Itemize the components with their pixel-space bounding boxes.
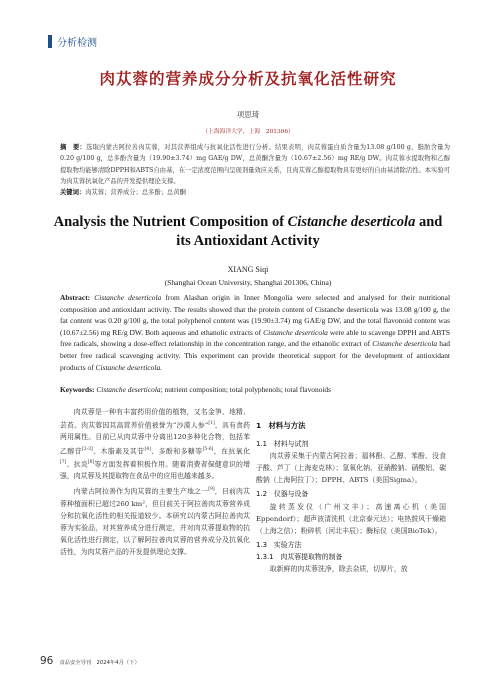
materials-paragraph: 肉苁蓉采集于内蒙古阿拉善；福林酚、乙醇、苯酚、没食子酸、芦丁（上海麦克林）；氢氧化钠、亚硝酸钠、硝酸铝、碳酸钠（上海阿拉丁）；DPPH、ABTS（美国Sigma）。: [256, 452, 446, 485]
body-right-column: [256, 406, 446, 577]
en-title-part: Analysis the Nutrient Composition of: [53, 214, 288, 230]
column-spacer: [256, 406, 446, 420]
cn-keywords: [60, 187, 450, 196]
body-left-column: [60, 406, 250, 560]
en-abstract-text: had better free radical scavenging activity. This experiment can provide theoretical support for the development of antioxidant products of: [60, 339, 450, 372]
en-affiliation: (Shanghai Ocean University, Shanghai 201306, China): [164, 278, 332, 287]
citation: [5-6]: [202, 446, 214, 452]
cn-abstract-text: 选取内蒙古阿拉善肉苁蓉，对其营养组成与抗氧化活性进行分析。结果表明，肉苁蓉蛋白质含量为13.08 g/100 g，脂肪含量为0.20 g/100 g，总多酚含量为（19.90±3.74）mg GAE/g DW，总黄酮含量为（10.67±2.56）mg RE/g DW。肉苁蓉水提取物和乙醇提取物均能够清除DPPH和ABTS自由基，在一定浓度范围内呈现剂量效应关系，且肉苁蓉乙醇提取物具有更好的自由基清除活性。本实验可为肉苁蓉抗氧化产品的开发提供理论支撑。: [60, 144, 450, 185]
section-label: 分析检测: [57, 37, 97, 49]
subsection-heading: 1.3 实验方法: [256, 540, 302, 549]
section-tag: [48, 34, 97, 48]
section-heading: 1 材料与方法: [256, 421, 306, 430]
cn-abstract-label: 摘 要：: [60, 144, 87, 151]
subsection-heading: 1.1 材料与试剂: [256, 440, 309, 449]
journal-name: 食品安全导刊 2024年4月（下）: [59, 660, 140, 666]
en-abstract-species: Cistanche deserticola: [263, 327, 328, 337]
citation: [8]: [87, 459, 95, 465]
en-keywords-species: Cistanche deserticola: [96, 385, 161, 394]
subsection-heading: 1.2 仪器与设备: [256, 490, 309, 499]
citation: [4]: [144, 446, 151, 452]
cn-keywords-text: 肉苁蓉；营养成分；总多酚；总黄酮: [85, 189, 186, 196]
subsubsection-heading: 1.3.1 肉苁蓉提取物的制备: [256, 552, 343, 561]
text-run: ，具有食药两用属性。目前已从肉苁蓉中分离出120多种化合物，包括苯乙醇苷: [60, 421, 251, 455]
citation: [9]: [208, 487, 215, 493]
intro-paragraph: [60, 406, 250, 482]
text-run: ，在抗氧化: [213, 446, 250, 455]
en-author: XIANG Siqi: [227, 265, 269, 274]
equipment-paragraph: 旋转蒸发仪（广州文丰）；高速离心机（美国Eppendorf）；超声波清洗机（北京泰元达）；电热鼓风干燥箱（上海之信）；粉碎机（河北丰辰）；酶标仪（美国BioTek）。: [256, 502, 446, 535]
en-title: [50, 213, 446, 251]
en-abstract-text: from Alashan origin in Inner Mongolia were selected and analysed for their nutritional composition and antioxidant activity. The results showed that the protein content of Cistanche deserticola was 13.08 g/100 g, the fat content was 0.20 g/100 g, the total polyphenol content was (19.90±3.74) mg GAE/g DW, and the total flavonoid content was (10.67±2.56) mg RE/g DW. Both aqueous and ethanolic extracts of: [60, 293, 451, 337]
text-run: ，目前肉苁蓉种植面积已超过260 km²，但目前关于阿拉善肉苁蓉营养成分和抗氧化活性的相关报道较少。本研究以内蒙古阿拉善肉苁蓉为实验品，对其营养成分进行测定，并对肉苁蓉提取物的抗氧化活性进行测定，以了解阿拉善肉苁蓉的营养成分及抗氧化活性，为肉苁蓉产品的开发提供理论支撑。: [60, 487, 251, 557]
text-run: 、多酚和多糖等: [150, 446, 203, 455]
en-keywords: [60, 385, 450, 394]
method-paragraph: 取新鲜的肉苁蓉洗净，除去杂质，切厚片，放: [269, 565, 408, 574]
page-footer: [40, 655, 140, 667]
en-abstract-label: Abstract:: [60, 293, 95, 302]
en-keywords-text: ; nutrient composition; total polyphenols; total flavonoids: [160, 385, 331, 394]
en-title-part: and its Antioxidant Activity: [176, 214, 443, 249]
text-run: 等方面发挥着积极作用。随着消费者保健意识的增强，肉苁蓉及其提取物在食品中的应用也越来越多。: [60, 460, 251, 481]
cn-author: 项思琦: [236, 110, 260, 119]
en-abstract: [60, 292, 450, 373]
en-abstract-species: Cistanche deserticola: [372, 339, 438, 349]
citation: [1]: [208, 421, 215, 427]
text-run: 、木脂素及其苷: [92, 446, 145, 455]
en-abstract-species: Cistanche deserticola: [94, 293, 162, 302]
citation: [2-3]: [81, 446, 93, 452]
en-abstract-text: were able to scavenge DPPH and ABTS free radicals, showing a dose-effect relationship in the concentration range, and the ethanolic extract of: [60, 327, 450, 349]
intro-paragraph: [60, 484, 250, 558]
page-number: 96: [40, 655, 54, 667]
text-run: 、抗炎: [66, 460, 88, 469]
cn-abstract: [60, 142, 450, 187]
section-tag-bar: [48, 35, 52, 48]
text-run: 内蒙古阿拉善作为肉苁蓉的主要生产地之一: [73, 487, 209, 496]
citation: [7]: [60, 459, 67, 465]
cn-keywords-label: 关键词：: [60, 189, 86, 196]
cn-title: 肉苁蓉的营养成分分析及抗氧化活性研究: [99, 70, 397, 88]
en-keywords-label: Keywords:: [60, 385, 97, 394]
en-title-species: Cistanche deserticola: [287, 214, 416, 230]
text-run: 肉苁蓉是一种有丰富药用价值的植物，又名金笋、地精、芸苔。肉苁蓉因其高营养价值被誉为“沙漠人参”: [60, 408, 250, 430]
en-abstract-species: Cistanche deserticola.: [95, 362, 163, 372]
cn-affiliation: （上海海洋大学，上海 201306）: [202, 129, 294, 135]
